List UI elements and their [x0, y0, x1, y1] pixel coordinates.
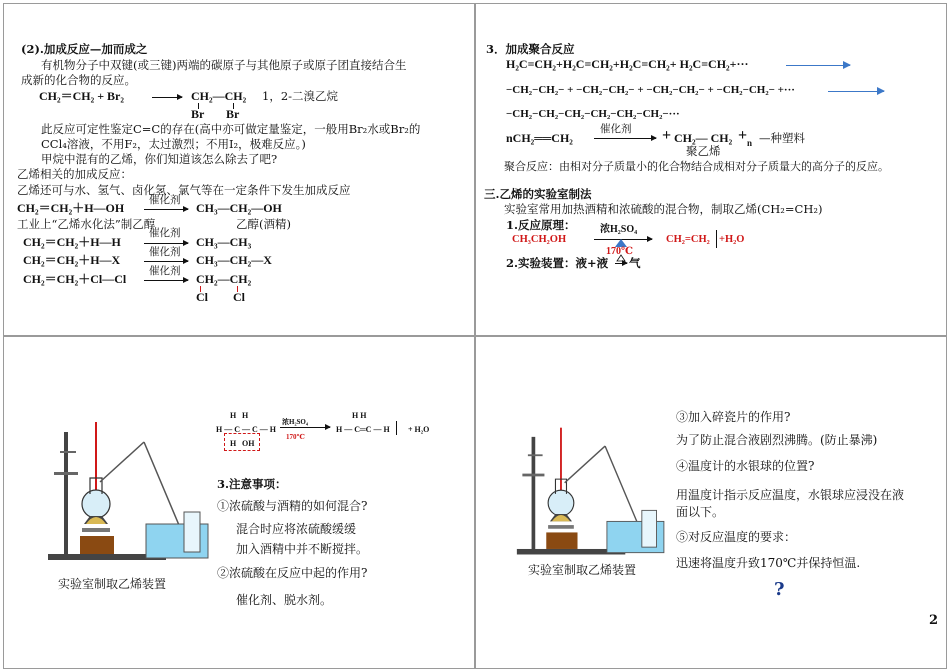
chlorine-reactants: CH₂＝CH₂＋Cl—Cl	[23, 272, 127, 286]
hydrogen-reactants: CH₂＝CH₂＋H—H	[23, 235, 121, 249]
catalyst-label: 催化剂	[149, 227, 181, 239]
heading: (2).加成反应—加而成之	[21, 42, 148, 56]
process-arrow	[786, 65, 850, 66]
definition-line-2: 成新的化合物的反应。	[21, 73, 136, 87]
reaction-arrow	[144, 243, 188, 244]
hydrogen-atom: H	[230, 439, 237, 448]
hydrogen-atom: H	[230, 411, 237, 420]
dichloroethane-product: CH₂—CH₂	[196, 272, 252, 286]
lab-apparatus-illustration	[504, 412, 674, 572]
separator-line	[396, 421, 397, 435]
reaction-arrow	[144, 209, 188, 210]
catalyst-label: 催化剂	[149, 194, 181, 206]
temperature-label: 170℃	[606, 246, 633, 257]
temperature-label: 170℃	[286, 433, 305, 441]
removed-group-box	[224, 433, 260, 451]
gas-label: 气	[629, 256, 641, 270]
notes-heading: 3.注意事项：	[217, 477, 287, 491]
bromo-substituent-1: Br	[191, 107, 205, 121]
chloro-substituent-2: Cl	[233, 290, 245, 304]
slide-addition-reaction	[3, 3, 475, 336]
answer-5: 迅速将温度升致170℃并保持恒温.	[676, 556, 861, 570]
principle-label: 1.反应原理：	[506, 218, 576, 232]
answer-1-line-1: 混合时应将浓硫酸缓缓	[236, 522, 357, 536]
process-arrow	[828, 91, 884, 92]
reaction-arrow	[152, 97, 182, 98]
question-2: ②浓硫酸在反应中起的作用?	[217, 566, 368, 580]
sulfuric-acid-label: 浓H₂SO₄	[600, 224, 638, 235]
ethanol-reactant: CH₃CH₂OH	[512, 234, 567, 245]
reaction-arrow	[594, 138, 656, 139]
catalyst-label: 催化剂	[600, 123, 632, 135]
question-mark: ?	[774, 579, 785, 600]
heading: 3．加成聚合反应	[486, 42, 575, 56]
ethanol-dehydration-structure	[212, 409, 448, 461]
product-name: 1，2-二溴乙烷	[262, 89, 339, 103]
water-product: +H₂O	[719, 234, 745, 245]
heating-triangle	[616, 254, 626, 262]
product-hydrogens: H H	[352, 411, 367, 420]
polymer-unit: CH₂— CH₂	[674, 131, 733, 145]
hydrogen-atom: H	[242, 411, 249, 420]
slide-precautions-1	[3, 336, 475, 669]
lab-apparatus-illustration	[34, 412, 219, 572]
slide-addition-polymerization	[475, 3, 947, 336]
catalyst-label: 催化剂	[149, 246, 181, 258]
halide-reactants: CH₂＝CH₂＋H—X	[23, 253, 121, 267]
ethane-product: CH₃—CH₃	[196, 235, 252, 249]
answer-3: 为了防止混合液剧烈沸腾。(防止暴沸)	[676, 433, 878, 447]
bromine-product: CH₂—CH₂	[191, 89, 247, 103]
apparatus-caption: 实验室制取乙烯装置	[528, 563, 637, 577]
reaction-arrow	[615, 263, 627, 264]
bromine-reactants: CH₂＝CH₂ + Br₂	[39, 89, 124, 103]
water-reactants: CH₂＝CH₂＋H—OH	[17, 201, 125, 215]
question-1: ①浓硫酸与酒精的如何混合?	[217, 499, 368, 513]
ethylene-product: CH₂=CH₂	[666, 234, 710, 245]
reaction-arrow	[144, 261, 188, 262]
bromo-substituent-2: Br	[226, 107, 240, 121]
bracket-close: +	[738, 127, 748, 144]
polymer-name: 聚乙烯	[686, 144, 721, 158]
ethanol-product: CH₃—CH₂—OH	[196, 201, 282, 215]
catalyst-label: 催化剂	[149, 265, 181, 277]
sulfuric-acid-label: 浓H₂SO₄	[282, 418, 308, 426]
slide-precautions-2	[475, 336, 947, 669]
related-description: 乙烯还可与水、氢气、卤化氢、氯气等在一定条件下发生加成反应	[17, 183, 351, 197]
reaction-arrow	[144, 280, 188, 281]
ethanol-skeleton: H — C — C — H	[216, 425, 276, 434]
definition-line-1: 有机物分子中双键(或三键)两端的碳原子与其他原子或原子团直接结合生	[41, 58, 407, 72]
question-4: ④温度计的水银球的位置?	[676, 459, 815, 473]
question: 甲烷中混有的乙烯，你们知道该怎么除去了吧?	[41, 152, 278, 166]
chain-line: −CH₂−CH₂−CH₂−CH₂−CH₂−CH₂−···	[506, 108, 680, 120]
monomer-line: H₂C=CH₂+H₂C=CH₂+H₂C=CH₂+ H₂C=CH₂+···	[506, 57, 749, 71]
apparatus-label: 2.实验装置：液+液	[506, 256, 609, 270]
answer-1-line-2: 加入酒精中并不断搅拌。	[236, 542, 369, 556]
haloethane-product: CH₃—CH₂—X	[196, 253, 272, 267]
separator-line	[716, 230, 717, 248]
answer-4-line-1: 用温度计指示反应温度，水银球应浸没在液	[676, 488, 905, 502]
section-intro: 实验室常用加热酒精和浓硫酸的混合物，制取乙烯(CH₂=CH₂)	[504, 202, 823, 216]
industry-note: 工业上“乙烯水化法”制乙醇	[17, 217, 156, 231]
polymerization-reactant: nCH₂══CH₂	[506, 131, 573, 145]
radical-line: −CH₂−CH₂− + −CH₂−CH₂− + −CH₂−CH₂− + −CH₂−CH₂− +···	[506, 84, 795, 96]
apparatus-caption: 实验室制取乙烯装置	[58, 577, 167, 591]
question-5: ⑤对反应温度的要求：	[676, 530, 797, 544]
answer-2: 催化剂、脱水剂。	[236, 593, 333, 607]
ethanol-name: 乙醇(酒精)	[236, 217, 291, 231]
repeat-count: n	[747, 138, 753, 148]
note-line-2: CCl₄溶液，不用F₂，太过激烈；不用I₂，极难反应。)	[41, 137, 306, 151]
question-3: ③加入碎瓷片的作用?	[676, 410, 791, 424]
bracket-open: +	[662, 127, 672, 144]
water-product: + H₂O	[408, 425, 430, 434]
related-heading: 乙烯相关的加成反应：	[17, 167, 132, 181]
page-number: 2	[928, 613, 938, 628]
polymer-description: —种塑料	[759, 131, 805, 145]
reaction-arrow	[280, 427, 330, 428]
section-heading: 三.乙烯的实验室制法	[484, 187, 592, 201]
polymerization-definition: 聚合反应：由相对分子质量小的化合物结合成相对分子质量大的高分子的反应。	[504, 160, 889, 173]
chloro-substituent-1: Cl	[196, 290, 208, 304]
note-line-1: 此反应可定性鉴定C=C的存在(高中亦可做定量鉴定，一般用Br₂水或Br₂的	[41, 122, 421, 136]
answer-4-line-2: 面以下。	[676, 505, 725, 519]
hydroxyl-group: OH	[242, 439, 255, 448]
ethylene-skeleton: H — C═C — H	[336, 425, 390, 434]
